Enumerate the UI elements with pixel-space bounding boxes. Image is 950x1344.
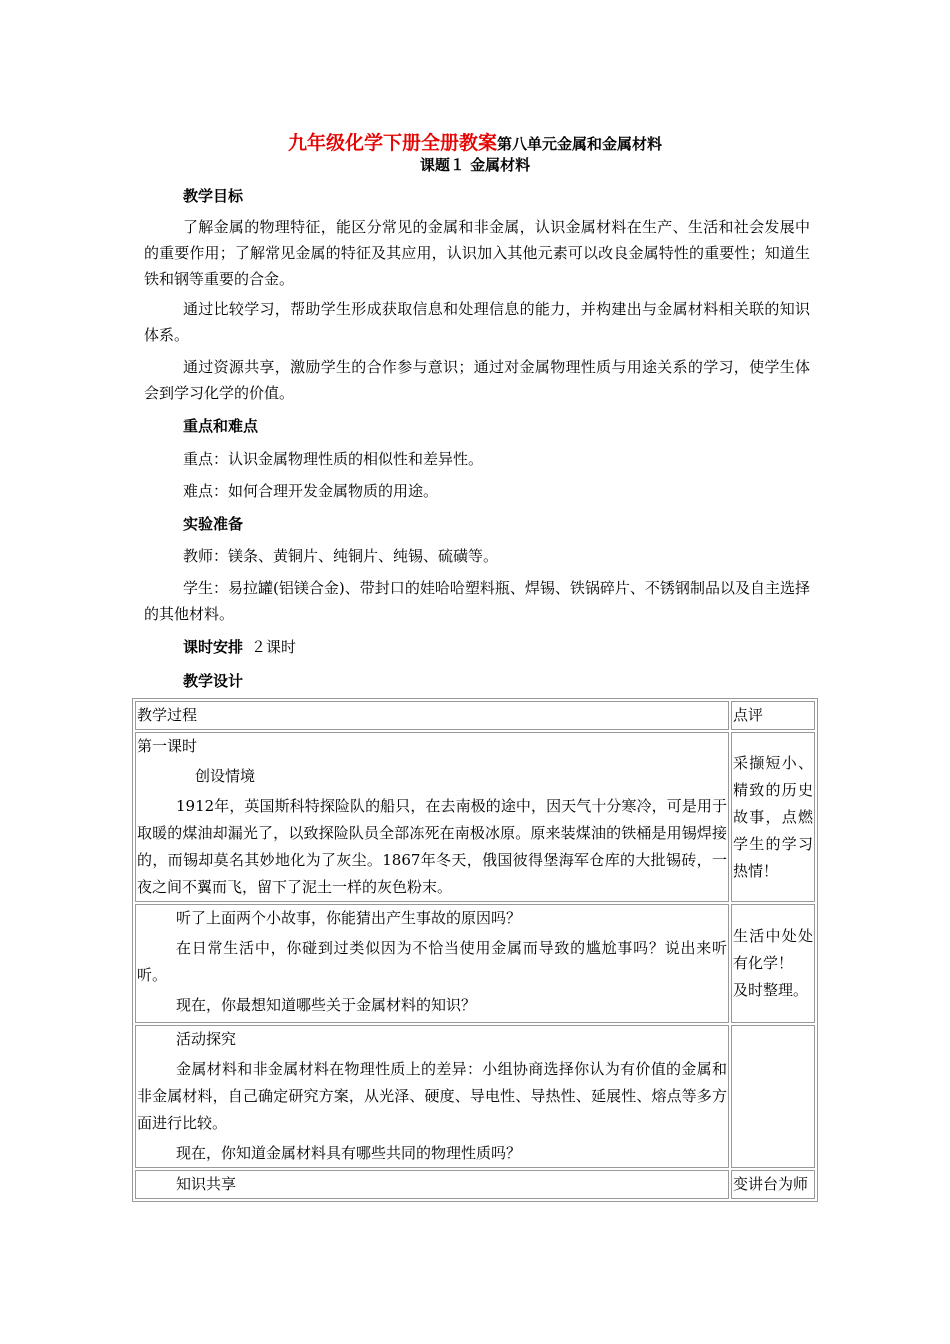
scene-label: 创设情境 <box>195 767 256 785</box>
objectives-paragraph-3: 通过资源共享，激励学生的合作参与意识；通过对金属物理性质与用途关系的学习，使学生体会到学习化学的价值。 <box>144 358 810 402</box>
table-row <box>135 904 815 1023</box>
schedule-line <box>183 636 296 657</box>
difficulty-point: 难点：如何合理开发金属物质的用途。 <box>183 482 439 500</box>
question-2: 在日常生活中，你碰到过类似因为不恰当使用金属而导致的尴尬事吗？说出来听听。 <box>137 939 727 984</box>
share-label: 知识共享 <box>176 1175 237 1193</box>
design-heading: 教学设计 <box>183 672 244 690</box>
title-red: 九年级化学下册全册教案 <box>287 132 497 154</box>
row3-comment <box>731 1025 815 1168</box>
row4-comment: 变讲台为师 <box>733 1175 809 1193</box>
story-text: 1912年，英国斯科特探险队的船只，在去南极的途中，因天气十分寒冷，可是用于取暖的煤油却漏光了，以致探险队员全部冻死在南极冰原。原来装煤油的铁桶是用锡焊接的，而锡却莫名其妙地化为了灰尘。1867年冬天，俄国彼得堡海军仓库的大批锡砖，一夜之间不翼而飞，留下了泥土一样的灰色粉末。 <box>137 797 727 896</box>
row2-comment-1: 生活中处处有化学！ <box>733 927 813 972</box>
table-row <box>135 1170 815 1199</box>
prep-student: 学生：易拉罐(铝镁合金)、带封口的娃哈哈塑料瓶、焊锡、铁锅碎片、不锈钢制品以及自主选择的其他材料。 <box>144 579 810 623</box>
table-header-row <box>135 701 815 730</box>
lesson-subtitle: 课题１ 金属材料 <box>419 156 531 174</box>
key-heading: 重点和难点 <box>183 417 259 435</box>
teaching-design-table <box>132 698 818 1202</box>
activity-question: 现在，你知道金属材料具有哪些共同的物理性质吗？ <box>176 1144 522 1162</box>
lesson-label: 第一课时 <box>137 737 198 755</box>
objectives-paragraph-1: 了解金属的物理特征，能区分常见的金属和非金属，认识金属材料在生产、生活和社会发展中的重要作用；了解常见金属的特征及其应用，认识加入其他元素可以改良金属特性的重要性；知道生铁和钢等重要的合金。 <box>144 218 810 288</box>
table-row <box>135 732 815 902</box>
title-black: 第八单元金属和金属材料 <box>497 135 663 153</box>
key-point: 重点：认识金属物理性质的相似性和差异性。 <box>183 450 484 468</box>
document-title <box>0 128 950 155</box>
table-row <box>135 1025 815 1168</box>
header-comment: 点评 <box>731 701 815 730</box>
schedule-value: ２课时 <box>251 638 297 656</box>
prep-heading: 实验准备 <box>183 515 244 533</box>
objectives-paragraph-2: 通过比较学习，帮助学生形成获取信息和处理信息的能力，并构建出与金属材料相关联的知识体系。 <box>144 300 810 344</box>
prep-teacher: 教师：镁条、黄铜片、纯铜片、纯锡、硫磺等。 <box>183 547 499 565</box>
row2-comment-2: 及时整理。 <box>733 981 809 999</box>
objectives-heading: 教学目标 <box>183 187 244 205</box>
activity-label: 活动探究 <box>176 1030 237 1048</box>
activity-content: 金属材料和非金属材料在物理性质上的差异：小组协商选择你认为有价值的金属和非金属材料，自己确定研究方案，从光泽、硬度、导电性、导热性、延展性、熔点等多方面进行比较。 <box>137 1060 727 1132</box>
question-3: 现在，你最想知道哪些关于金属材料的知识？ <box>176 996 477 1014</box>
header-process: 教学过程 <box>135 701 729 730</box>
schedule-heading: 课时安排 <box>183 638 244 656</box>
question-1: 听了上面两个小故事，你能猜出产生事故的原因吗？ <box>176 909 522 927</box>
row1-comment: 采撷短小、精致的历史故事，点燃学生的学习热情！ <box>733 753 813 880</box>
